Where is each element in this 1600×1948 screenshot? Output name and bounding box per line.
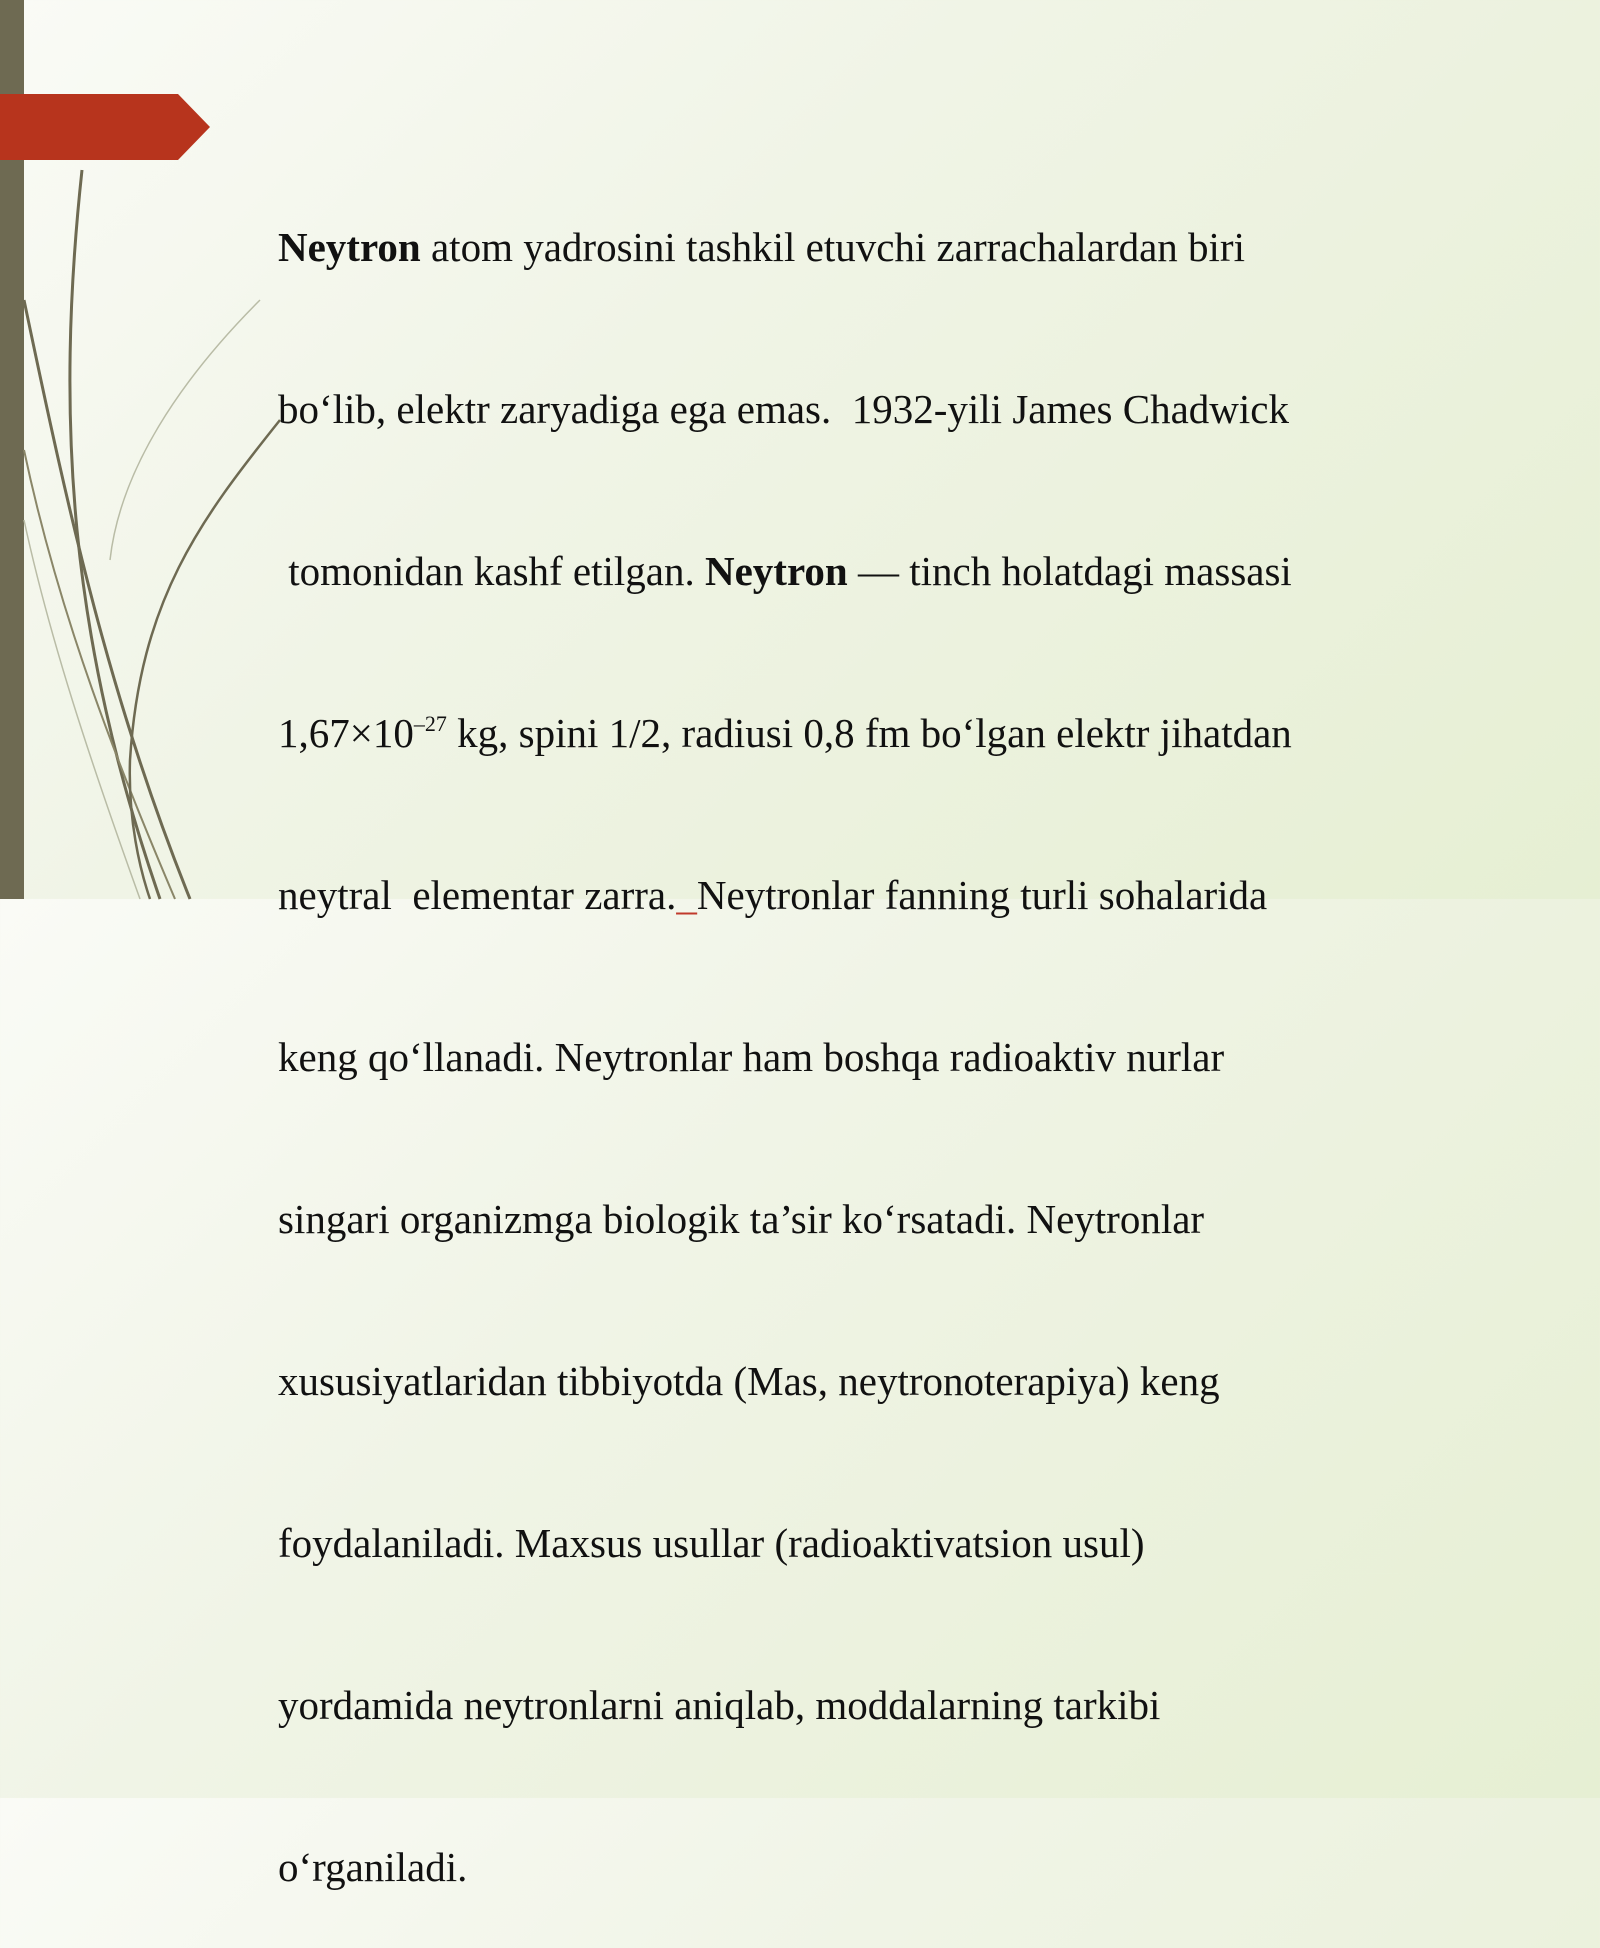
- paragraph-line-7: singari organizmga biologik ta’sir ko‘rsatadi. Neytronlar: [278, 1196, 1205, 1242]
- term-neytron: Neytron: [278, 224, 421, 270]
- arrow-tab-icon: [0, 94, 210, 160]
- line-text: Neytronlar fanning turli sohalarida: [696, 872, 1268, 918]
- line-text: 1,67×10: [278, 710, 414, 756]
- line-text: atom yadrosini tashkil etuvchi zarrachalardan biri: [420, 224, 1245, 270]
- term-neytron: Neytron: [705, 548, 848, 594]
- paragraph-line-8: xususiyatlaridan tibbiyotda (Mas, neytronoterapiya) keng: [278, 1358, 1220, 1404]
- line-text: tomonidan kashf etilgan.: [278, 548, 705, 594]
- paragraph-line-5: [278, 868, 1428, 922]
- paragraph-line-6: keng qo‘llanadi. Neytronlar ham boshqa radioaktiv nurlar: [278, 1034, 1225, 1080]
- paragraph-line-11: o‘rganiladi.: [278, 1844, 468, 1890]
- underscore-mark: _: [676, 872, 697, 918]
- paragraph-line-3: [278, 544, 1428, 598]
- paragraph-line-9: foydalaniladi. Maxsus usullar (radioaktivatsion usul): [278, 1520, 1145, 1566]
- line-text: neytral elementar zarra.: [278, 872, 677, 918]
- paragraph-line-1: [278, 220, 1428, 274]
- exponent: –27: [413, 711, 447, 736]
- body-paragraph: [278, 112, 1428, 1948]
- paragraph-line-2: bo‘lib, elektr zaryadiga ega emas. 1932-yili James Chadwick: [278, 386, 1290, 432]
- line-text: kg, spini 1/2, radiusi 0,8 fm bo‘lgan elektr jihatdan: [446, 710, 1292, 756]
- paragraph-line-10: yordamida neytronlarni aniqlab, moddalarning tarkibi: [278, 1682, 1161, 1728]
- line-text: — tinch holatdagi massasi: [847, 548, 1292, 594]
- paragraph-line-4: [278, 706, 1428, 760]
